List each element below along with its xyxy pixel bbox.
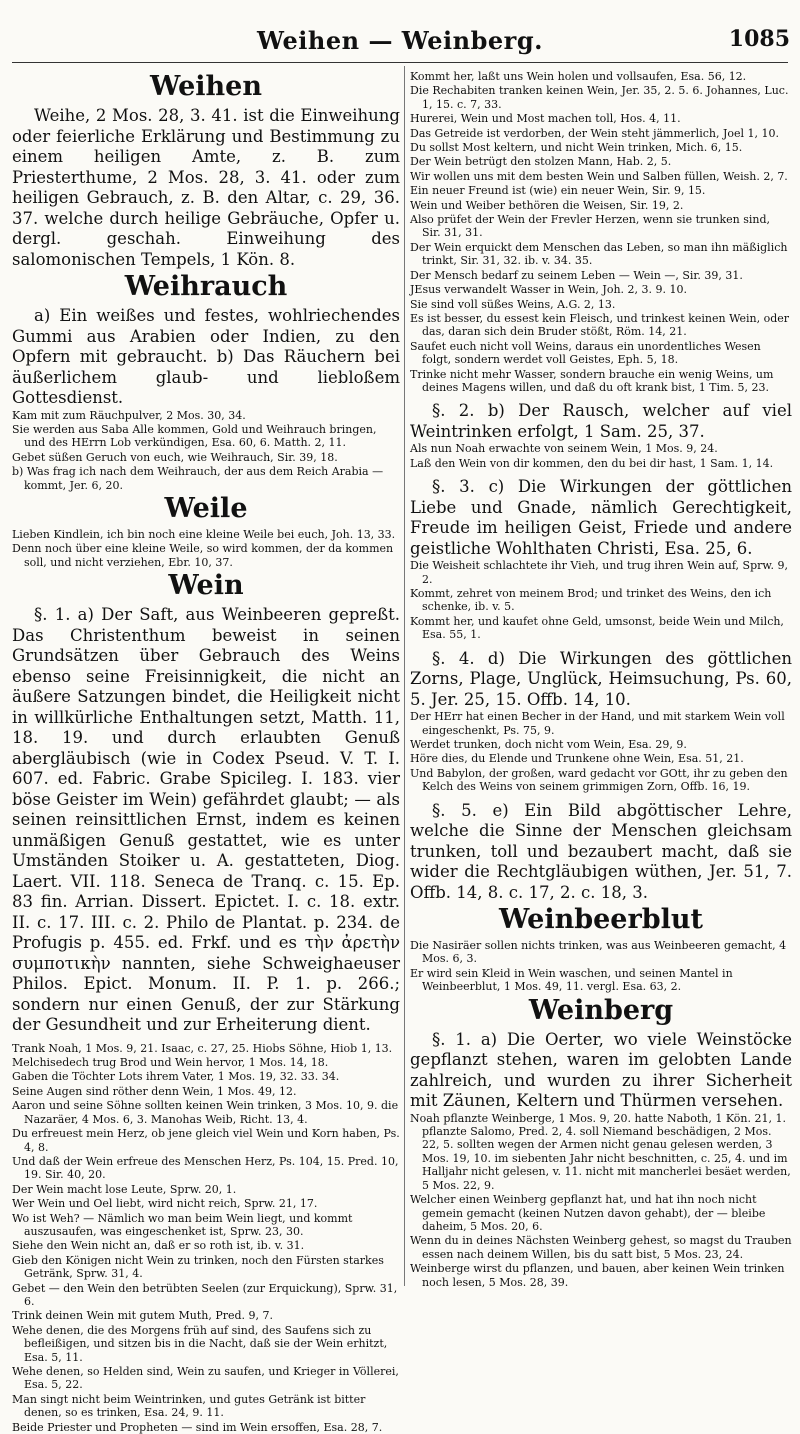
citation: Die Nasiräer sollen nichts trinken, was aus Weinbeeren gemacht, 4 Mos. 6, 3. (410, 939, 787, 966)
citation: Gebet süßen Geruch von euch, wie Weihrauch, Sir. 39, 18. (12, 450, 338, 464)
citation: Kommt, zehret von meinem Brod; und trinket des Weins, den ich schenke, ib. v. 5. (410, 586, 772, 614)
citation: Saufet euch nicht voll Weins, daraus ein unordentliches Wesen folgt, sondern werdet voll Geistes, Eph. 5, 18. (410, 339, 761, 367)
citation: Seine Augen sind röther denn Wein, 1 Mos. 49, 12. (12, 1084, 297, 1098)
citation: Ein neuer Freund ist (wie) ein neuer Wein, Sir. 9, 15. (410, 184, 706, 198)
citation: Wo ist Weh? — Nämlich wo man beim Wein liegt, und kommt auszusaufen, was eingeschenket ist, Sprw. 23, 30. (12, 1211, 353, 1238)
citation: Wenn du in deines Nächsten Weinberg gehest, so magst du Trauben essen nach deinem Willen, bis du satt bist, 5 Mos. 23, 24. (410, 1234, 792, 1261)
headword-weihrauch: Weihrauch (124, 271, 288, 302)
citation: Trinke nicht mehr Wasser, sondern brauche ein wenig Weins, um deines Magens willen, und daß du oft krank bist, 1 Tim. 5, 23. (410, 367, 774, 394)
left-column (12, 70, 400, 1434)
citation: Der Mensch bedarf zu seinem Leben — Wein —, Sir. 39, 31. (410, 268, 743, 282)
entry-text: §. 1. a) Der Saft, aus Weinbeeren gepreßt. Das Christenthum beweist in seinen Grundsätzen über Gebrauch des Weins ebenso seine Freisinnigkeit, die nicht an äußere Satzungen bindet, die Heiligkeit nicht in willkürliche Enthaltungen setzt, Matth. 11, 18. 19. und durch erlaubten Genuß abergläubisch (wie in Codex Pseud. V. T. I. 607. ed. Fabric. Grabe Spicileg. I. 183. vier böse Geister im Wein) gefährdet glaubt; — als seinen reinsittlichen Ernst, indem es keinen unmäßigen Genuß gestattet, wie es unter Umständen Stoiker u. A. gestatteten, Diog. Laert. VII. 118. Seneca de Tranq. c. 15. Ep. 83 fin. Arrian. Dissert. Epictet. I. c. 18. extr. II. c. 17. III. c. 2. Philo de Plantat. p. 234. de Profugis p. 455. ed. Frkf. und es τὴν ἀρετὴν συμποτικὴν nannten, siehe Schweighaeuser Philos. Epict. Monum. II. P. 1. p. 266.; sondern nur einen Genuß, der zur Stärkung der Gesundheit und zur Erheiterung dient. (12, 605, 400, 1035)
entry-text: §. 2. b) Der Rausch, welcher auf viel Weintrinken erfolgt, 1 Sam. 25, 37. (410, 401, 792, 441)
headword-weinbeerblut: Weinbeerblut (499, 904, 703, 936)
citation: Wein und Weiber bethören die Weisen, Sir. 19, 2. (410, 198, 684, 212)
citation: Das Getreide ist verdorben, der Wein steht jämmerlich, Joel 1, 10. (410, 126, 779, 140)
citation: Beide Priester und Propheten — sind im Wein ersoffen, Esa. 28, 7. (12, 1420, 383, 1434)
citation: Man singt nicht beim Weintrinken, und gutes Getränk ist bitter denen, so es trinken, Esa. 24, 9. 11. (12, 1392, 366, 1420)
page-number: 1085 (728, 26, 790, 52)
running-title: Weihen — Weinberg. (257, 26, 543, 55)
citation: Weinberge wirst du pflanzen, und bauen, aber keinen Wein trinken noch lesen, 5 Mos. 28, 39. (410, 1262, 785, 1289)
citation: Die Rechabiten tranken keinen Wein, Jer. 35, 2. 5. 6. Johannes, Luc. 1, 15. c. 7, 33. (410, 84, 789, 111)
citation: Der Wein erquickt dem Menschen das Leben, so man ihn mäßiglich trinkt, Sir. 31, 32. ib. v. 34. 35. (410, 240, 788, 268)
citation: b) Was frag ich nach dem Weihrauch, der aus dem Reich Arabia — kommt, Jer. 6, 20. (12, 465, 384, 492)
citation: Also prüfet der Wein der Frevler Herzen, wenn sie trunken sind, Sir. 31, 31. (410, 213, 771, 240)
entry-text: §. 1. a) Die Oerter, wo viele Weinstöcke gepflanzt stehen, waren im gelobten Lande zahlreich, und wurden zu ihrer Sicherheit mit Zäunen, Keltern und Thürmen versehen. (410, 1029, 792, 1111)
headword-wein: Wein (168, 570, 244, 602)
citation: Gieb den Königen nicht Wein zu trinken, noch den Fürsten starkes Getränk, Sprw. 31, 4. (12, 1253, 384, 1281)
citation: Aaron und seine Söhne sollten keinen Wein trinken, 3 Mos. 10, 9. die Nazaräer, 4 Mos. 6, 3. Manohas Weib, Richt. 13, 4. (12, 1099, 399, 1126)
citation: JEsus verwandelt Wasser in Wein, Joh. 2, 3. 9. 10. (410, 283, 687, 297)
citation: Gebet — den Wein den betrübten Seelen (zur Erquickung), Sprw. 31, 6. (12, 1281, 398, 1308)
citation: Trink deinen Wein mit gutem Muth, Pred. 9, 7. (12, 1309, 274, 1323)
header-rule (12, 62, 788, 63)
citation: Trank Noah, 1 Mos. 9, 21. Isaac, c. 27, 25. Hiobs Söhne, Hiob 1, 13. (12, 1041, 393, 1055)
citation: Hurerei, Wein und Most machen toll, Hos. 4, 11. (410, 112, 681, 126)
citation: Kam mit zum Räuchpulver, 2 Mos. 30, 34. (12, 408, 246, 422)
citation: Kommt her, laßt uns Wein holen und vollsaufen, Esa. 56, 12. (410, 70, 747, 83)
citation: Höre dies, du Elende und Trunkene ohne Wein, Esa. 51, 21. (410, 752, 744, 766)
entry-text: §. 5. e) Ein Bild abgöttischer Lehre, welche die Sinne der Menschen gleichsam trunken, toll und bezaubert macht, daß sie wider die Rechtgläubigen wüthen, Jer. 51, 7. Offb. 14, 8. c. 17, 2. c. 18, 3. (410, 800, 792, 902)
entry-text: §. 4. d) Die Wirkungen des göttlichen Zorns, Plage, Unglück, Heimsuchung, Ps. 60, 5. Jer. 25, 15. Offb. 14, 10. (410, 648, 792, 709)
page-header (0, 0, 800, 58)
citation: Der HErr hat einen Becher in der Hand, und mit starkem Wein voll eingeschenkt, Ps. 75, 9. (410, 710, 785, 737)
column-divider (404, 66, 405, 1286)
citation: Und Babylon, der großen, ward gedacht vor GOtt, ihr zu geben den Kelch des Weins von seinem grimmigen Zorn, Offb. 16, 19. (410, 766, 788, 794)
citation: Werdet trunken, doch nicht vom Wein, Esa. 29, 9. (410, 737, 687, 751)
citation: Er wird sein Kleid in Wein waschen, und seinen Mantel in Weinbeerblut, 1 Mos. 49, 11. vergl. Esa. 63, 2. (410, 966, 733, 994)
citation: Noah pflanzte Weinberge, 1 Mos. 9, 20. hatte Naboth, 1 Kön. 21, 1. pflanzte Salomo, Pred. 2, 4. soll Niemand beschädigen, 2 Mos. 22, 5. sollten wegen der Armen nicht genau gelesen werden, 3 Mos. 19, 10. im siebenten Jahr nicht beschnitten, c. 25, 4. und im Halljahr nicht gelesen, v. 11. nicht mit mancherlei besäet werden, 5 Mos. 22, 9. (410, 1111, 791, 1192)
citation: Kommt her, und kaufet ohne Geld, umsonst, beide Wein und Milch, Esa. 55, 1. (410, 614, 784, 642)
citation: Und daß der Wein erfreue des Menschen Herz, Ps. 104, 15. Pred. 10, 19. Sir. 40, 20. (12, 1154, 399, 1182)
headword-weile: Weile (164, 492, 248, 524)
citation: Lieben Kindlein, ich bin noch eine kleine Weile bei euch, Joh. 13, 33. (12, 527, 396, 541)
citation: Als nun Noah erwachte von seinem Wein, 1 Mos. 9, 24. (410, 442, 718, 456)
citation: Welcher einen Weinberg gepflanzt hat, und hat ihn noch nicht gemein gemacht (keinen Nutzen davon gehabt), der — bleibe daheim, 5 Mos. 20, 6. (410, 1193, 766, 1233)
citation: Die Weisheit schlachtete ihr Vieh, und trug ihren Wein auf, Sprw. 9, 2. (410, 559, 788, 586)
citation: Der Wein macht lose Leute, Sprw. 20, 1. (12, 1182, 237, 1196)
citation: Wehe denen, die des Morgens früh auf sind, des Saufens sich zu befleißigen, und sitzen bis in die Nacht, daß sie der Wein erhitzt, Esa. 5, 11. (12, 1323, 388, 1364)
headword-weinberg: Weinberg (528, 994, 674, 1026)
citation: Gaben die Töchter Lots ihrem Vater, 1 Mos. 19, 32. 33. 34. (12, 1070, 340, 1084)
citation: Wir wollen uns mit dem besten Wein und Salben füllen, Weish. 2, 7. (410, 169, 788, 183)
citation: Sie werden aus Saba Alle kommen, Gold und Weihrauch bringen, und des HErrn Lob verkündigen, Esa. 60, 6. Matth. 2, 11. (12, 422, 377, 450)
citation: Es ist besser, du essest kein Fleisch, und trinkest keinen Wein, oder das, daran sich dein Bruder stößt, Röm. 14, 21. (410, 311, 790, 339)
entry-text: a) Ein weißes und festes, wohlriechendes Gummi aus Arabien oder Indien, zu den Opfern mit gebraucht. b) Das Räuchern bei äußerlichem glaub- und liebloßem Gottesdienst. (12, 306, 400, 407)
right-column (410, 70, 792, 1288)
citation: Du sollst Most keltern, und nicht Wein trinken, Mich. 6, 15. (410, 141, 743, 155)
headword-weihen: Weihen (150, 71, 262, 102)
citation: Du erfreuest mein Herz, ob jene gleich viel Wein und Korn haben, Ps. 4, 8. (12, 1127, 400, 1154)
citation: Sie sind voll süßes Weins, A.G. 2, 13. (410, 297, 616, 311)
citation: Wehe denen, so Helden sind, Wein zu saufen, und Krieger in Völlerei, Esa. 5, 22. (12, 1365, 399, 1392)
entry-text: §. 3. c) Die Wirkungen der göttlichen Liebe und Gnade, nämlich Gerechtigkeit, Freude im heiligen Geist, Friede und andere geistliche Wohlthaten Christi, Esa. 25, 6. (410, 477, 792, 558)
citation: Der Wein betrügt den stolzen Mann, Hab. 2, 5. (410, 155, 672, 169)
citation: Siehe den Wein nicht an, daß er so roth ist, ib. v. 31. (12, 1239, 305, 1253)
citation: Denn noch über eine kleine Weile, so wird kommen, der da kommen soll, und nicht verziehen, Ebr. 10, 37. (12, 542, 394, 569)
citation: Wer Wein und Oel liebt, wird nicht reich, Sprw. 21, 17. (12, 1197, 318, 1211)
entry-text: Weihe, 2 Mos. 28, 3. 41. ist die Einweihung oder feierliche Erklärung und Bestimmung zu einem heiligen Amte, z. B. zum Priesterthume, 2 Mos. 28, 3. 41. oder zum heiligen Gebrauch, z. B. den Altar, c. 29, 36. 37. welche durch heilige Gebräuche, Opfer u. dergl. geschah. Einweihung des salomonischen Tempels, 1 Kön. 8. (12, 106, 400, 269)
citation: Laß den Wein von dir kommen, den du bei dir hast, 1 Sam. 1, 14. (410, 456, 774, 470)
citation: Melchisedech trug Brod und Wein hervor, 1 Mos. 14, 18. (12, 1056, 329, 1070)
